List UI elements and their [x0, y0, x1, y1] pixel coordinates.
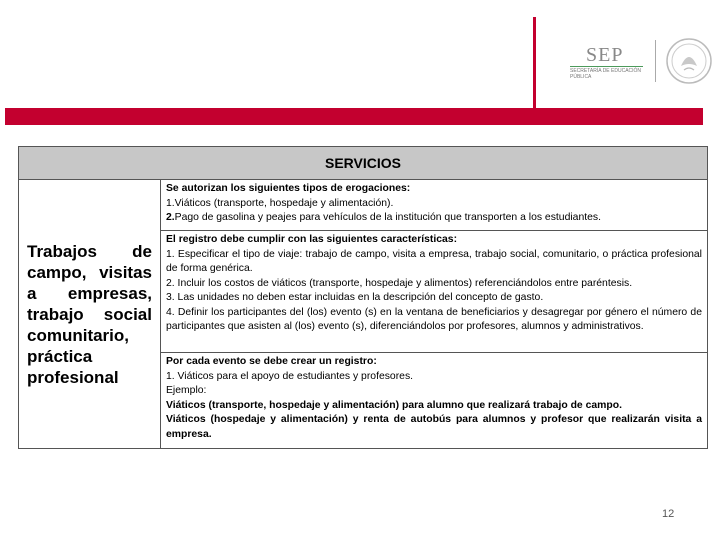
- category-cell: [19, 180, 161, 448]
- page-number: 12: [662, 508, 675, 520]
- section3-example1: Viáticos (transporte, hospedaje y alimentación) para alumno que realizará trabajo de campo.: [166, 399, 622, 411]
- section1-line2-num: 2.: [166, 212, 175, 223]
- header-divider-red: [533, 17, 536, 108]
- header-divider-gray: [655, 40, 656, 82]
- section3-example2: Viáticos (hospedaje y alimentación) y renta de autobús para alumnos y profesor que realizarán visita a empresa.: [166, 414, 702, 440]
- requirements-cell: [161, 230, 707, 352]
- section3-item1: 1. Viáticos para el apoyo de estudiantes y profesores.: [166, 370, 414, 382]
- section1-line2-row: [166, 211, 702, 226]
- section2-item4: 4. Definir los participantes del (los) evento (s) en la ventana de beneficiarios y desagregar por género el número de participantes que asisten al (los) evento (s), diferenciándolos por profesores, alumnos y administrativos.: [166, 306, 702, 332]
- section2-item1: 1. Especificar el tipo de viaje: trabajo de campo, visita a empresa, trabajo social, comunitario, o práctica profesional de forma genérica.: [166, 248, 702, 274]
- sep-logo-text: SEP: [586, 44, 624, 66]
- table-header: [19, 147, 707, 180]
- authorized-expenses-cell: [161, 180, 707, 230]
- header-red-bar: [5, 108, 703, 125]
- section2-item3: 3. Las unidades no deben estar incluidas en la descripción del concepto de gasto.: [166, 292, 544, 303]
- table-title: SERVICIOS: [325, 155, 401, 171]
- sep-logo-subtitle: SECRETARÍA DE EDUCACIÓN PÚBLICA: [570, 68, 642, 80]
- section1-heading: Se autorizan los siguientes tipos de erogaciones:: [166, 183, 411, 194]
- section2-heading: El registro debe cumplir con las siguientes características:: [166, 234, 458, 245]
- services-table: [18, 146, 708, 449]
- per-event-cell: [161, 352, 707, 448]
- category-text: Trabajos de campo, visitas a empresas, trabajo social comunitario, práctica profesional: [27, 241, 152, 387]
- section1-line1: 1.Viáticos (transporte, hospedaje y alimentación).: [166, 197, 394, 209]
- section1-line2: Pago de gasolina y peajes para vehículos de la institución que transporten a los estudiantes.: [174, 212, 601, 223]
- section3-heading: Por cada evento se debe crear un registro:: [166, 356, 377, 367]
- section3-example-label: Ejemplo:: [166, 385, 207, 396]
- national-seal-icon: [664, 36, 714, 86]
- sep-logo-underline: [570, 66, 643, 67]
- section2-item2: 2. Incluir los costos de viáticos (transporte, hospedaje y alimentos) referenciándolos entre paréntesis.: [166, 277, 633, 289]
